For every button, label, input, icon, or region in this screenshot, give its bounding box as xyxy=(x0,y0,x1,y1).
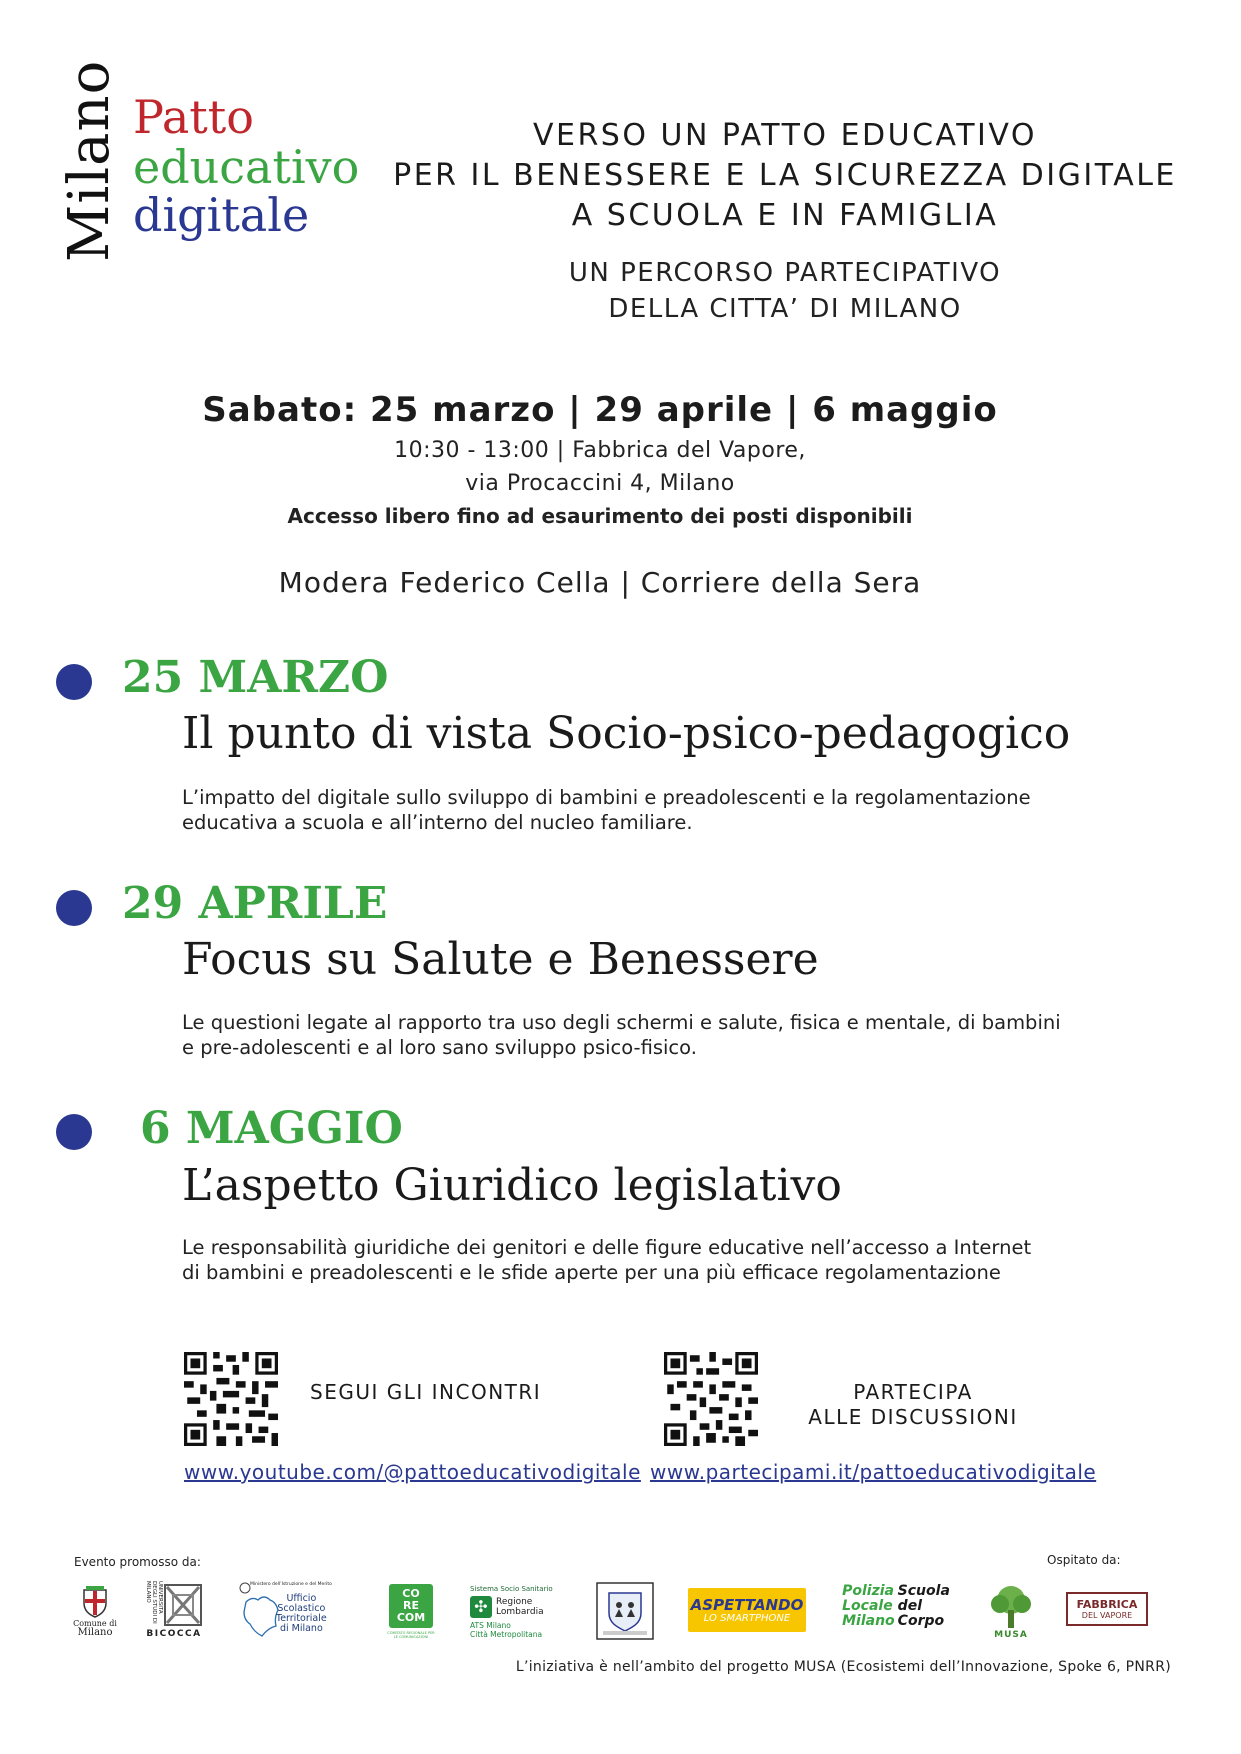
ufficio-text xyxy=(276,1594,327,1634)
ats-bottom-line: ATS Milano xyxy=(470,1621,511,1630)
tree-icon xyxy=(988,1582,1034,1630)
milano-crest-icon xyxy=(78,1585,112,1619)
scuola-line: Scuola xyxy=(897,1583,950,1599)
ats-bottom-line: Città Metropolitana xyxy=(470,1629,543,1639)
scuola-line: del xyxy=(897,1598,922,1614)
event-time-place: 10:30 - 13:00 | Fabbrica del Vapore, xyxy=(394,438,806,463)
scuola-line: Corpo xyxy=(897,1613,945,1629)
event-address: via Procaccini 4, Milano xyxy=(465,471,735,496)
header-subtitle-line-2: DELLA CITTA’ DI MILANO xyxy=(608,294,962,324)
event-dates: Sabato: 25 marzo | 29 aprile | 6 maggio xyxy=(202,390,998,430)
ats-region-line: Lombardia xyxy=(496,1607,544,1617)
session-title: Il punto di vista Socio-psico-pedagogico xyxy=(182,708,1071,759)
bicocca-university-label: UNIVERSITÀ DEGLI STUDI DI MILANO xyxy=(145,1581,163,1624)
bullet-dot xyxy=(56,890,92,926)
session-description-line: e pre-adolescenti e al loro sano sviluppo psico-fisico. xyxy=(182,1036,697,1059)
ufficio-line: Ufficio xyxy=(286,1593,317,1604)
milano-label: Milano xyxy=(77,1627,113,1638)
corecom-line: COM xyxy=(396,1610,426,1624)
youtube-link[interactable]: www.youtube.com/@pattoeducativodigitale xyxy=(184,1460,641,1484)
qr-label-follow: SEGUI GLI INCONTRI xyxy=(310,1380,542,1404)
header-title-line-1: VERSO UN PATTO EDUCATIVO xyxy=(532,118,1038,153)
logo-polizia-locale xyxy=(844,1584,948,1636)
session-title: L’aspetto Giuridico legislativo xyxy=(182,1160,842,1211)
qr-label-participate-line: ALLE DISCUSSIONI xyxy=(808,1405,1018,1429)
logo-line-digitale: digitale xyxy=(133,188,310,242)
ministero-label: Ministero dell’Istruzione e del Merito xyxy=(250,1582,332,1587)
lombardia-cross-icon: ✣ xyxy=(470,1596,492,1618)
footer-note: L’iniziativa è nell’ambito del progetto MUSA (Ecosistemi dell’Innovazione, Spoke 6, PNRR) xyxy=(515,1659,1171,1675)
polizia-line: Milano xyxy=(842,1613,895,1629)
bullet-dot xyxy=(56,664,92,700)
session-description xyxy=(182,785,1102,835)
session-description xyxy=(182,1235,1102,1285)
ufficio-line: Scolastico xyxy=(277,1603,326,1614)
hosted-by-label: Ospitato da: xyxy=(1047,1553,1121,1567)
session-date: 29 APRILE xyxy=(122,878,388,929)
ats-region-line: Regione xyxy=(496,1597,533,1607)
corecom-line: CO xyxy=(402,1586,420,1600)
logo-bicocca xyxy=(146,1578,202,1642)
qr-label-participate-line: PARTECIPA xyxy=(853,1380,973,1404)
vapore-label: DEL VAPORE xyxy=(1081,1610,1133,1620)
header-title-line-2: PER IL BENESSERE E LA SICUREZZA DIGITALE xyxy=(393,158,1177,193)
comune-label: Comune di xyxy=(73,1619,117,1628)
session-description-line: educativa a scuola e all’interno del nucleo familiare. xyxy=(182,811,693,834)
bicocca-emblem-icon xyxy=(163,1583,203,1627)
logo-aspettando-smartphone xyxy=(688,1588,806,1632)
ats-top-label: Sistema Socio Sanitario xyxy=(470,1585,553,1593)
bullet-dot xyxy=(56,1114,92,1150)
school-emblem-icon xyxy=(595,1581,655,1641)
logo-milano: Milano xyxy=(57,59,122,262)
logo-school-emblem xyxy=(594,1580,656,1642)
logo-ufficio-scolastico xyxy=(232,1582,356,1642)
fabbrica-label: FABBRICA xyxy=(1076,1597,1138,1611)
session-description-line: L’impatto del digitale sullo sviluppo di bambini e preadolescenti e la regolamentazione xyxy=(182,786,1031,809)
ufficio-line: di Milano xyxy=(279,1623,323,1634)
logo-comune-milano xyxy=(70,1582,120,1640)
musa-label: MUSA xyxy=(994,1630,1028,1640)
qr-code-partecipami[interactable] xyxy=(664,1352,758,1446)
header-title-line-3: A SCUOLA E IN FAMIGLIA xyxy=(571,198,999,233)
logo-ats-milano xyxy=(470,1580,570,1644)
header-subtitle-line-1: UN PERCORSO PARTECIPATIVO xyxy=(568,258,1002,288)
logo-line-educativo: educativo xyxy=(133,140,360,194)
logo-musa xyxy=(986,1578,1036,1644)
polizia-line: Locale xyxy=(842,1598,893,1614)
bicocca-label: BICOCCA xyxy=(146,1629,202,1639)
session-date: 25 MARZO xyxy=(122,652,389,703)
qr-label-participate xyxy=(788,1380,1038,1430)
polizia-line: Polizia xyxy=(842,1583,894,1599)
corecom-subtitle: COMITATO REGIONALE PER LE COMUNICAZIONI xyxy=(387,1630,435,1639)
event-access: Accesso libero fino ad esaurimento dei posti disponibili xyxy=(287,504,913,528)
partecipami-link[interactable]: www.partecipami.it/pattoeducativodigitale xyxy=(650,1460,1097,1484)
session-description-line: Le responsabilità giuridiche dei genitori e delle figure educative nell’accesso a Internet xyxy=(182,1236,1032,1259)
logo-line-patto: Patto xyxy=(133,90,254,144)
ufficio-line: Territoriale xyxy=(276,1613,327,1624)
event-moderator: Modera Federico Cella | Corriere della Sera xyxy=(278,566,922,599)
aspettando-label: ASPETTANDO xyxy=(690,1595,804,1614)
logo-fabbrica-vapore xyxy=(1066,1592,1148,1626)
qr-code-youtube[interactable] xyxy=(184,1352,278,1446)
session-title: Focus su Salute e Benessere xyxy=(182,934,819,985)
session-description-line: Le questioni legate al rapporto tra uso degli schermi e salute, fisica e mentale, di bambini xyxy=(182,1011,1061,1034)
session-description-line: di bambini e preadolescenti e le sfide aperte per una più efficace regolamentazione xyxy=(182,1261,1001,1284)
session-date: 6 MAGGIO xyxy=(140,1103,403,1154)
smartphone-label: LO SMARTPHONE xyxy=(703,1612,791,1624)
corecom-line: RE xyxy=(403,1598,419,1612)
promoted-by-label: Evento promosso da: xyxy=(74,1555,201,1569)
logo-corecom xyxy=(386,1582,436,1640)
session-description xyxy=(182,1010,1102,1060)
